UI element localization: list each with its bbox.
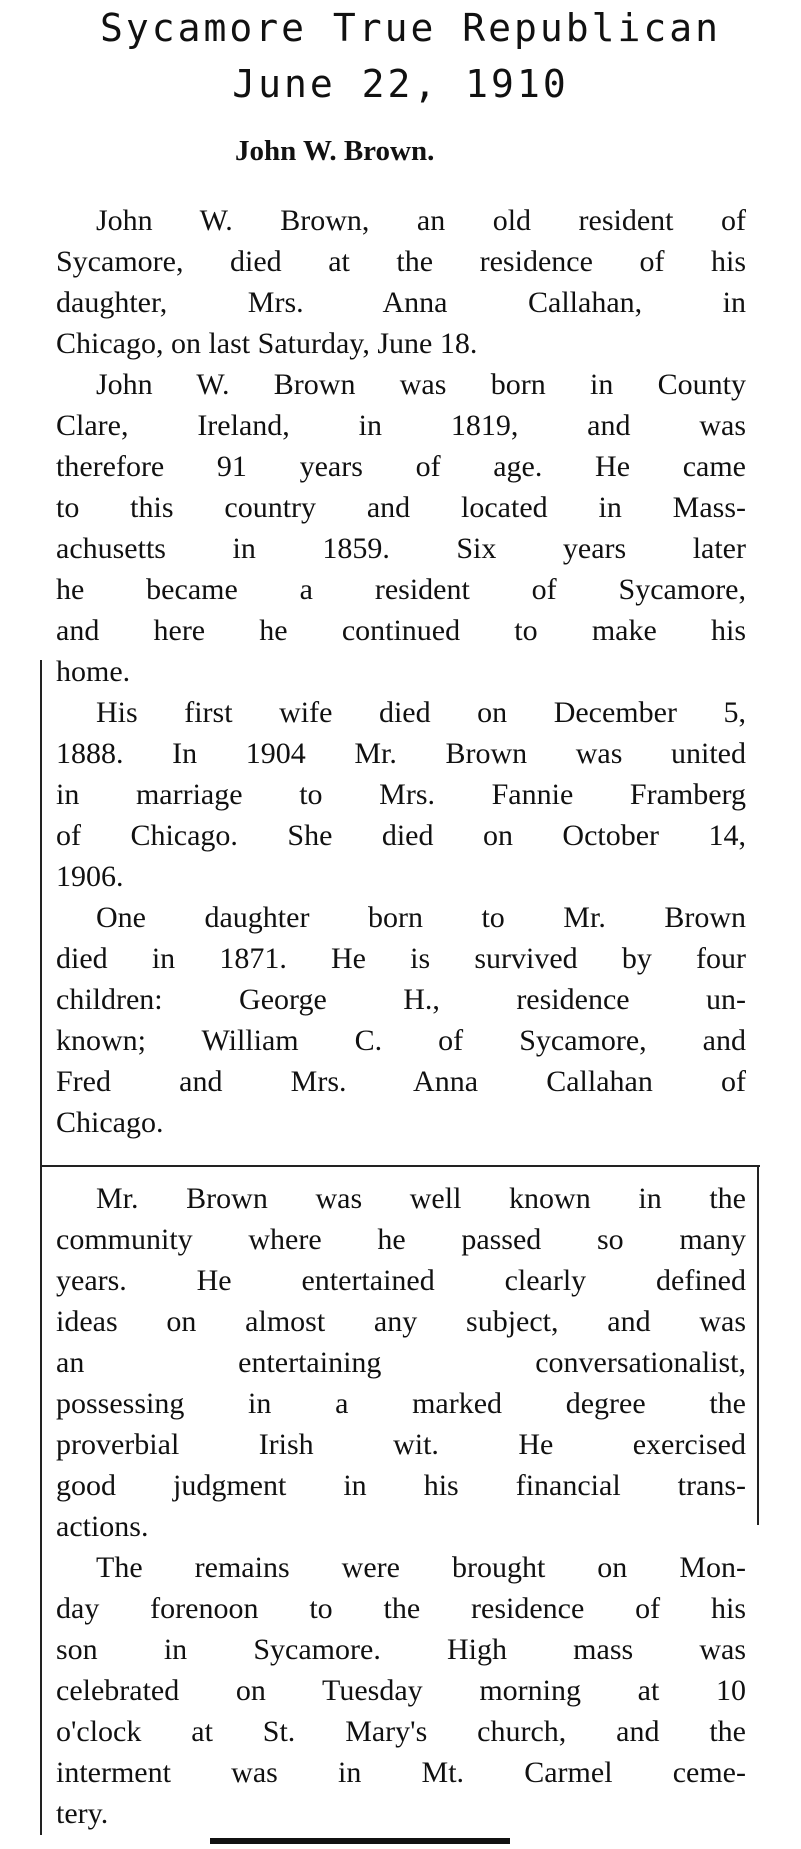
article-body bbox=[56, 200, 746, 1143]
paragraph-3 bbox=[56, 692, 746, 897]
text-line: celebrated on Tuesday morning at 10 bbox=[56, 1674, 746, 1707]
text-line: The remains were brought on Mon- bbox=[96, 1551, 746, 1584]
text-line: and here he continued to make his bbox=[56, 614, 746, 647]
text-line: an entertaining conversationalist, bbox=[56, 1346, 746, 1379]
text-line: tery. bbox=[56, 1797, 109, 1830]
text-line: Chicago, on last Saturday, June 18. bbox=[56, 327, 478, 360]
text-line: son in Sycamore. High mass was bbox=[56, 1633, 746, 1666]
text-line: of Chicago. She died on October 14, bbox=[56, 819, 746, 852]
text-line: good judgment in his financial trans- bbox=[56, 1469, 746, 1502]
paragraph-1 bbox=[56, 200, 746, 364]
column-rule-right-lower bbox=[757, 1165, 759, 1525]
article-headline: John W. Brown. bbox=[235, 135, 435, 167]
text-line: Mr. Brown was well known in the bbox=[96, 1182, 746, 1215]
text-line: proverbial Irish wit. He exercised bbox=[56, 1428, 746, 1461]
text-line: o'clock at St. Mary's church, and the bbox=[56, 1715, 746, 1748]
text-line: daughter, Mrs. Anna Callahan, in bbox=[56, 286, 746, 319]
article-body-continued bbox=[56, 1178, 746, 1834]
text-line: ideas on almost any subject, and was bbox=[56, 1305, 746, 1338]
text-line: known; William C. of Sycamore, and bbox=[56, 1024, 746, 1057]
bottom-rule bbox=[210, 1838, 510, 1844]
text-line: Chicago. bbox=[56, 1106, 164, 1139]
text-line: 1906. bbox=[56, 860, 124, 893]
text-line: Clare, Ireland, in 1819, and was bbox=[56, 409, 746, 442]
text-line: achusetts in 1859. Six years later bbox=[56, 532, 746, 565]
text-line: actions. bbox=[56, 1510, 149, 1543]
text-line: possessing in a marked degree the bbox=[56, 1387, 746, 1420]
column-rule-left-upper bbox=[40, 660, 42, 1165]
text-line: Sycamore, died at the residence of his bbox=[56, 245, 746, 278]
text-line: home. bbox=[56, 655, 131, 688]
text-line: in marriage to Mrs. Fannie Framberg bbox=[56, 778, 746, 811]
text-line: he became a resident of Sycamore, bbox=[56, 573, 746, 606]
text-line: community where he passed so many bbox=[56, 1223, 746, 1256]
text-line: day forenoon to the residence of his bbox=[56, 1592, 746, 1625]
text-line: John W. Brown was born in County bbox=[96, 368, 746, 401]
text-line: His first wife died on December 5, bbox=[96, 696, 746, 729]
text-line: to this country and located in Mass- bbox=[56, 491, 746, 524]
paragraph-5 bbox=[56, 1178, 746, 1547]
publication-title: Sycamore True Republican bbox=[99, 6, 722, 50]
text-line: John W. Brown, an old resident of bbox=[96, 204, 746, 237]
text-line: One daughter born to Mr. Brown bbox=[96, 901, 746, 934]
paragraph-6 bbox=[56, 1547, 746, 1834]
text-line: therefore 91 years of age. He came bbox=[56, 450, 746, 483]
column-rule-left-lower bbox=[40, 1165, 42, 1835]
paragraph-4 bbox=[56, 897, 746, 1143]
column-rule-divider bbox=[40, 1165, 760, 1167]
publication-date: June 22, 1910 bbox=[232, 62, 569, 106]
text-line: interment was in Mt. Carmel ceme- bbox=[56, 1756, 746, 1789]
text-line: years. He entertained clearly defined bbox=[56, 1264, 746, 1297]
paragraph-2 bbox=[56, 364, 746, 692]
text-line: children: George H., residence un- bbox=[56, 983, 746, 1016]
text-line: 1888. In 1904 Mr. Brown was united bbox=[56, 737, 746, 770]
text-line: Fred and Mrs. Anna Callahan of bbox=[56, 1065, 746, 1098]
text-line: died in 1871. He is survived by four bbox=[56, 942, 746, 975]
